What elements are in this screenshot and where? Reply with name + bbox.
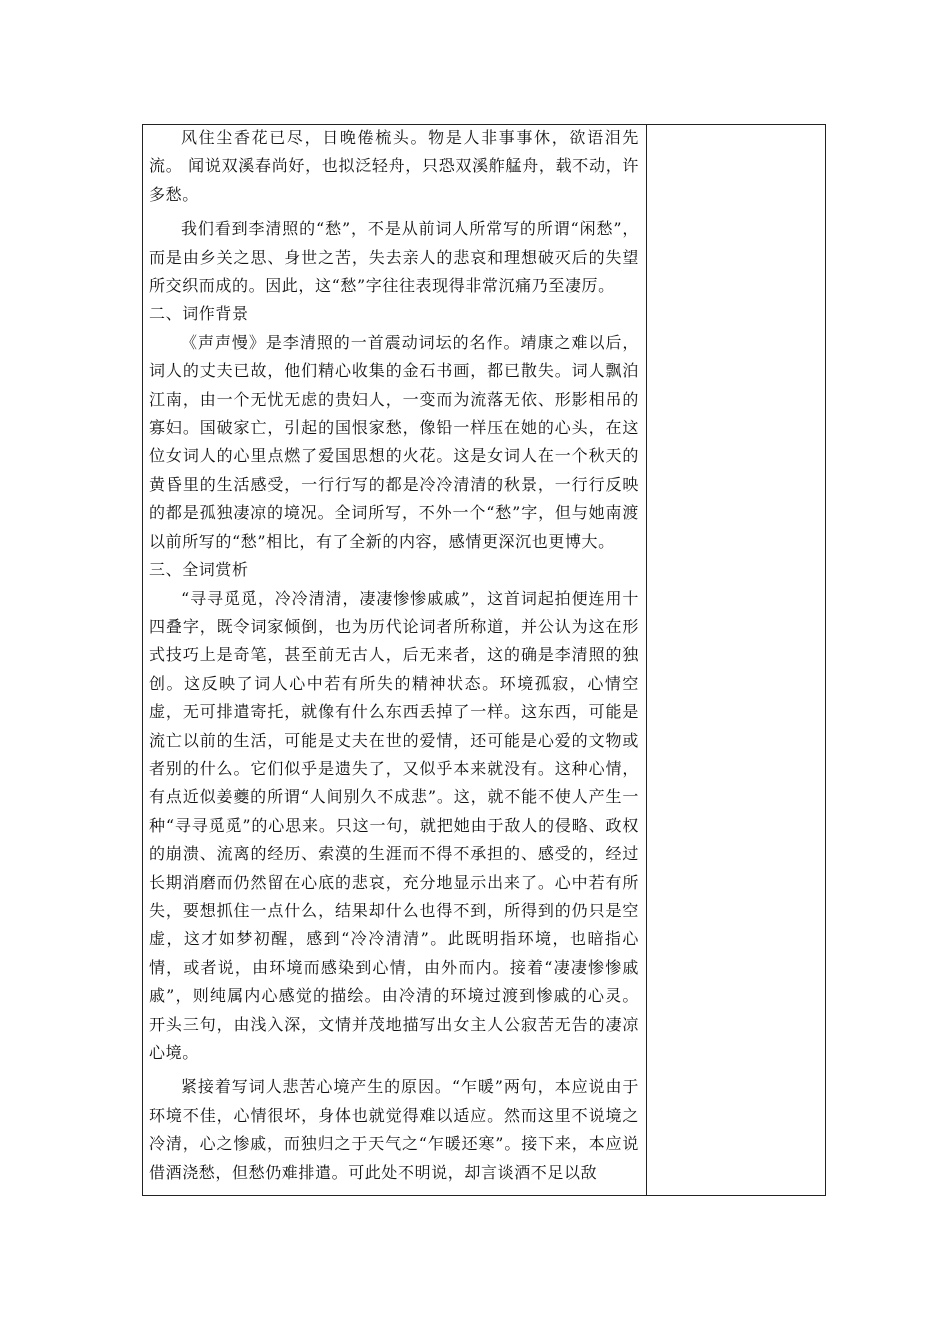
- section-heading-appreciation: 三、全词赏析: [149, 560, 249, 580]
- left-cell-content: [149, 124, 639, 1196]
- paragraph-sorrow-analysis: 我们看到李清照的“愁”，不是从前词人所常写的所谓“闲愁”，而是由乡关之思、身世之苦，失去亲人的悲哀和理想破灭后的失望所交织而成的。因此，这“愁”字往往表现得非常沉痛乃至凄厉。: [149, 219, 639, 296]
- column-divider: [646, 124, 647, 1196]
- paragraph-background: 《声声慢》是李清照的一首震动词坛的名作。靖康之难以后，词人的丈夫已故，他们精心收集的金石书画，都已散失。词人飘泊江南，由一个无忧无虑的贵妇人，一变而为流落无依、形影相吊的寡妇。国破家亡，引起的国恨家愁，像铅一样压在她的心头，在这位女词人的心里点燃了爱国思想的火花。这是女词人在一个秋天的黄昏里的生活感受，一行行写的都是冷冷清清的秋景，一行行反映的都是孤独凄凉的境况。全词所写，不外一个“愁”字，但与她南渡以前所写的“愁”相比，有了全新的内容，感情更深沉也更博大。: [149, 332, 639, 551]
- paragraph-poem-tail: 风住尘香花已尽，日晚倦梳头。物是人非事事休，欲语泪先流。 闻说双溪春尚好，也拟泛轻舟，只恐双溪舴艋舟，载不动，许多愁。: [149, 128, 639, 204]
- paragraph-cause: 紧接着写词人悲苦心境产生的原因。“乍暖”两句，本应说由于环境不佳，心情很坏，身体也就觉得难以适应。然而这里不说境之冷清，心之惨戚，而独归之于天气之“乍暖还寒”。接下来，本应说借酒浇愁，但愁仍难排遣。可此处不明说，却言谈酒不足以敌: [149, 1077, 639, 1182]
- paragraph-appreciation: “寻寻觅觅，冷冷清清，凄凄惨惨戚戚”，这首词起拍便连用十四叠字，既令词家倾倒，也为历代论词者所称道，并公认为这在形式技巧上是奇笔，甚至前无古人，后无来者，这的确是李清照的独创。这反映了词人心中若有所失的精神状态。环境孤寂，心情空虚，无可排遣寄托，就像有什么东西丢掉了一样。这东西，可能是流亡以前的生活，可能是丈夫在世的爱情，还可能是心爱的文物或者别的什么。它们似乎是遗失了，又似乎本来就没有。这种心情，有点近似姜夔的所谓“人间别久不成悲”。这，就不能不使人产生一种“寻寻觅觅”的心思来。只这一句，就把她由于敌人的侵略、政权的崩溃、流离的经历、索漠的生涯而不得不承担的、感受的，经过长期消磨而仍然留在心底的悲哀，充分地显示出来了。心中若有所失，要想抓住一点什么，结果却什么也得不到，所得到的仍只是空虚，这才如梦初醒，感到“冷冷清清”。此既明指环境，也暗指心情，或者说，由环境而感染到心情，由外而内。接着“凄凄惨惨戚戚”，则纯属内心感觉的描绘。由冷清的环境过渡到惨戚的心灵。开头三句，由浅入深，文情并茂地描写出女主人公寂苦无告的凄凉心境。: [149, 588, 639, 1062]
- section-heading-background: 二、词作背景: [149, 304, 249, 324]
